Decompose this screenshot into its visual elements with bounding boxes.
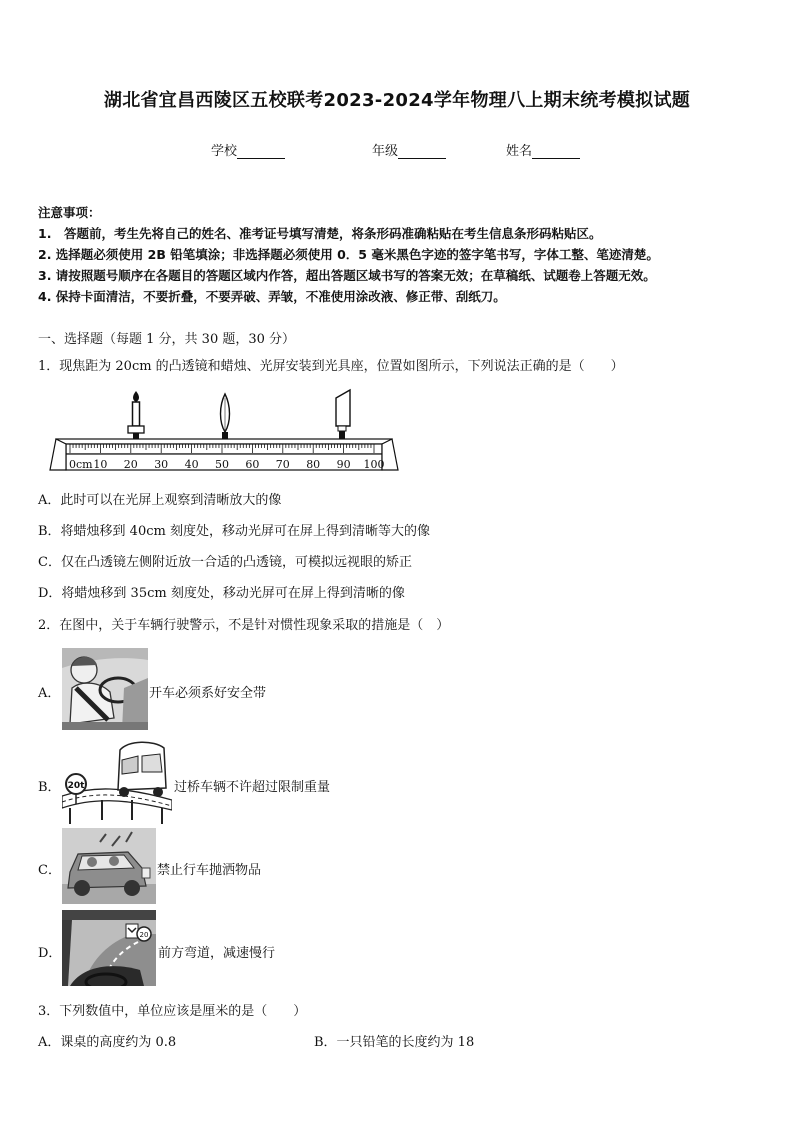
name-field[interactable]: 姓名	[506, 140, 580, 159]
ruler-label: 0cm	[69, 458, 93, 471]
ruler-label: 10	[93, 458, 108, 471]
q2-option-c-text: 禁止行车抛洒物品	[157, 863, 262, 878]
notice-heading: 注意事项：	[38, 205, 101, 220]
question-2-stem: 2．在图中，关于车辆行驶警示，不是针对惯性现象采取的措施是（ ）	[38, 618, 450, 633]
ruler-label: 40	[184, 458, 199, 471]
question-3-stem: 3．下列数值中，单位应该是厘米的是（ ）	[38, 1004, 307, 1019]
q1-option-c[interactable]: C．仅在凸透镜左侧附近放一合适的凸透镜，可模拟远视眼的矫正	[38, 555, 412, 570]
seatbelt-driver-icon	[62, 648, 148, 730]
ruler-label: 100	[363, 458, 385, 471]
q2-option-b-letter[interactable]: B．	[38, 780, 61, 795]
question-1-stem: 1．现焦距为 20cm 的凸透镜和蜡烛、光屏安装到光具座，位置如图所示，下列说法正确的是（ ）	[38, 359, 624, 374]
q2-option-b-text: 过桥车辆不许超过限制重量	[174, 780, 331, 795]
littering-car-icon	[62, 828, 156, 904]
candle-icon	[128, 391, 144, 439]
notice-item-4: 4. 保持卡面清洁，不要折叠，不要弄破、弄皱，不准使用涂改液、修正带、刮纸刀。	[38, 289, 506, 304]
optical-bench-figure	[48, 388, 400, 474]
q1-option-d[interactable]: D．将蜡烛移到 35cm 刻度处，移动光屏可在屏上得到清晰的像	[38, 586, 405, 601]
q2-option-c-letter[interactable]: C．	[38, 863, 61, 878]
q1-option-b[interactable]: B．将蜡烛移到 40cm 刻度处，移动光屏可在屏上得到清晰等大的像	[38, 524, 430, 539]
bridge-truck-icon	[62, 740, 172, 824]
q2-option-d-text: 前方弯道，减速慢行	[158, 946, 276, 961]
section-heading: 一、选择题（每题 1 分，共 30 题，30 分）	[38, 332, 296, 347]
ruler-label: 20	[123, 458, 138, 471]
page-title: 湖北省宜昌西陵区五校联考2023-2024学年物理八上期末统考模拟试题	[103, 90, 691, 111]
notice-item-3: 3. 请按照题号顺序在各题目的答题区域内作答，超出答题区域书写的答案无效；在草稿纸、试题卷上答题无效。	[38, 268, 656, 283]
speed-limit-sign: 20	[139, 931, 149, 939]
q2-option-a-letter[interactable]: A．	[38, 686, 61, 701]
notice-item-1: 1. 答题前，考生先将自己的姓名、准考证号填写清楚，将条形码准确粘贴在考生信息条形码粘贴区。	[38, 226, 602, 241]
curve-road-icon	[62, 910, 156, 986]
light-screen-icon	[336, 390, 350, 439]
ruler-label: 70	[275, 458, 290, 471]
convex-lens-icon	[221, 394, 230, 439]
q2-option-a-text: 开车必须系好安全带	[149, 686, 267, 701]
q2-option-d-letter[interactable]: D．	[38, 946, 62, 961]
grade-field[interactable]: 年级	[372, 140, 446, 159]
school-field[interactable]: 学校	[211, 140, 285, 159]
weight-limit-sign: 20t	[67, 781, 85, 791]
ruler-label: 90	[336, 458, 351, 471]
ruler-label: 50	[215, 458, 229, 471]
ruler-label: 80	[306, 458, 321, 471]
ruler-label: 60	[245, 458, 260, 471]
q1-option-a[interactable]: A．此时可以在光屏上观察到清晰放大的像	[38, 493, 282, 508]
notice-item-2: 2. 选择题必须使用 2B 铅笔填涂；非选择题必须使用 0．5 毫米黑色字迹的签字笔书写，字体工整、笔迹清楚。	[38, 247, 659, 262]
q3-option-b[interactable]: B．一只铅笔的长度约为 18	[314, 1035, 475, 1050]
q3-option-a[interactable]: A．课桌的高度约为 0.8	[38, 1035, 177, 1050]
ruler-label: 30	[154, 458, 169, 471]
